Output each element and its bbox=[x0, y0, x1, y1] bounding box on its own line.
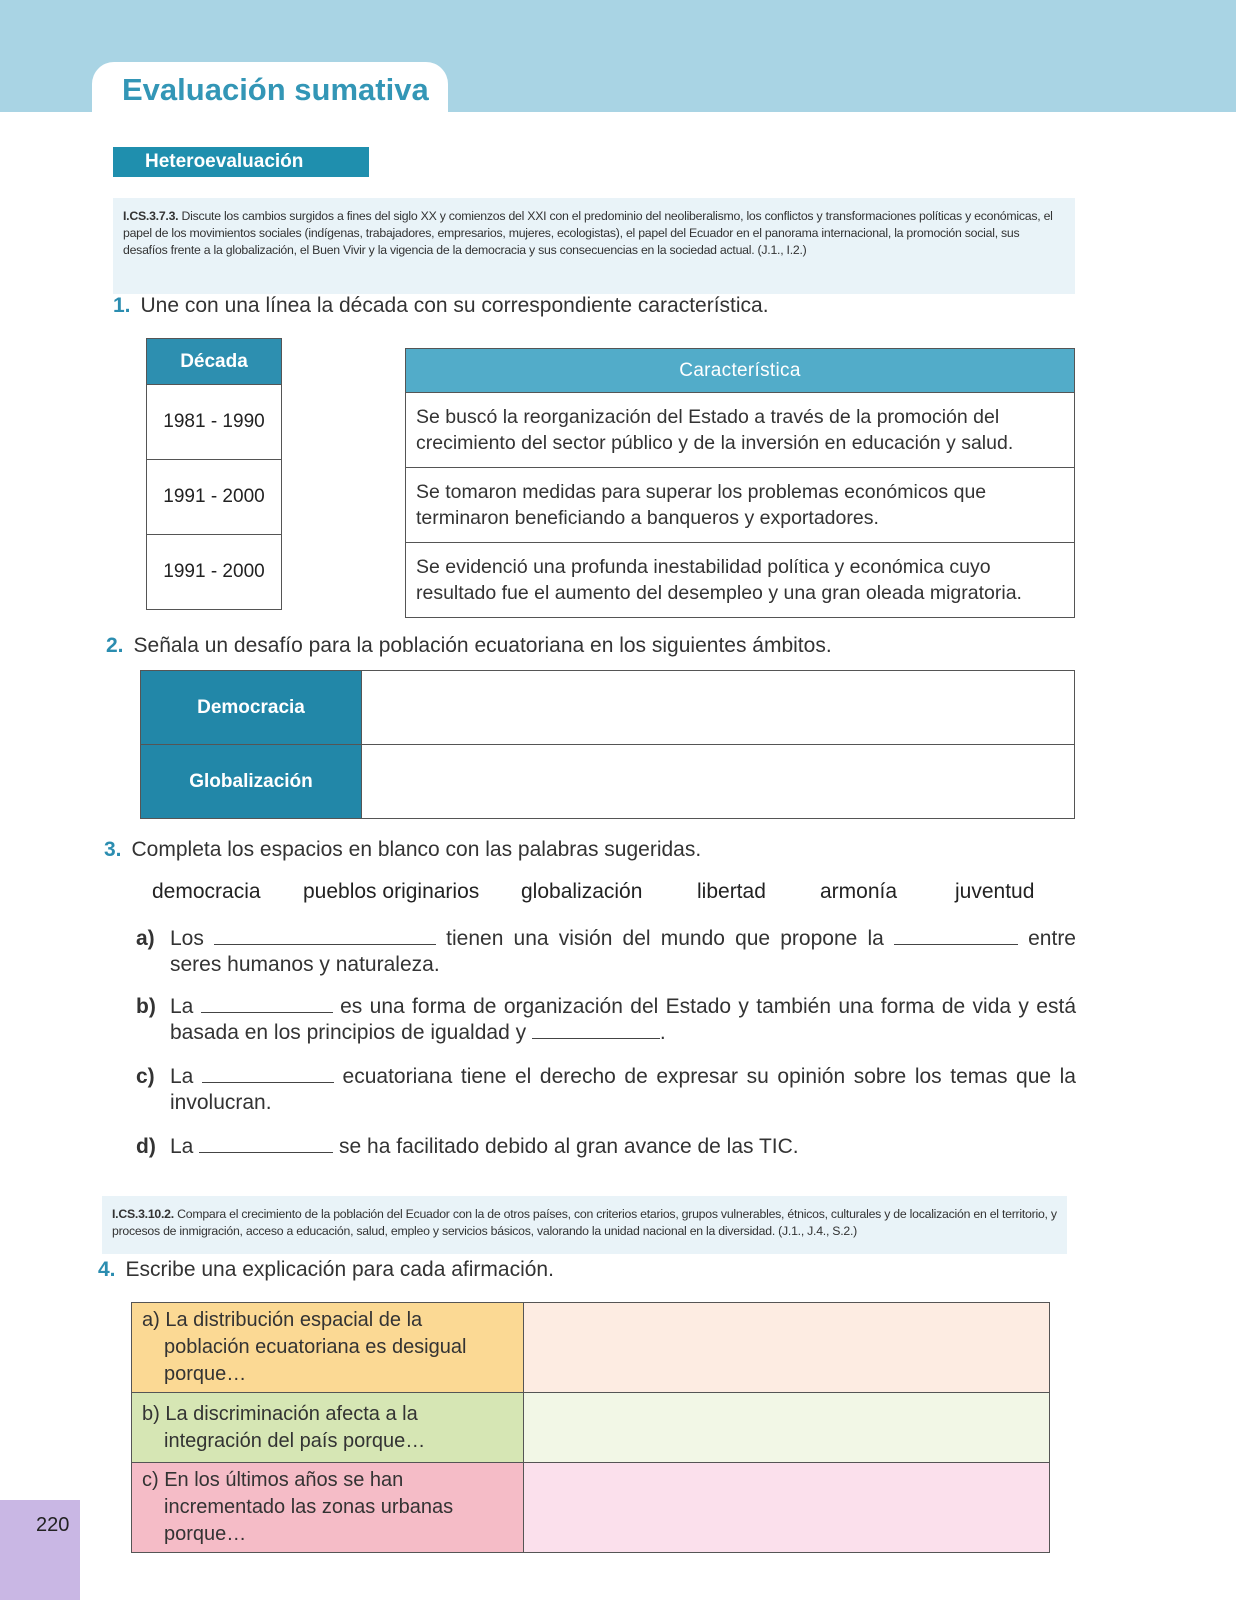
item-text: La bbox=[170, 995, 194, 1018]
blank-field[interactable] bbox=[214, 927, 436, 945]
question-verb: Señala bbox=[133, 634, 199, 657]
word-bank-item: globalización bbox=[521, 880, 643, 903]
item-label: b) bbox=[136, 995, 156, 1018]
question-verb: Escribe bbox=[125, 1258, 196, 1281]
section-label: Heteroevaluación bbox=[113, 147, 369, 177]
item-text: . bbox=[659, 1021, 666, 1044]
fill-item-a bbox=[136, 926, 1076, 978]
question-text: una explicación para cada afirmación. bbox=[195, 1258, 554, 1281]
blank-field[interactable] bbox=[894, 927, 1018, 945]
answer-cell[interactable] bbox=[524, 1393, 1050, 1463]
item-text: tienen una visión del mundo que propone la bbox=[446, 927, 884, 950]
item-label: a) bbox=[136, 927, 155, 950]
item-text: se ha facilitado debido al gran avance de las TIC. bbox=[339, 1135, 799, 1158]
question-1 bbox=[113, 294, 769, 318]
item-text: Los bbox=[170, 927, 204, 950]
statement-cell: b) La discriminación afecta a la integración del país porque… bbox=[132, 1393, 524, 1463]
question-number: 4. bbox=[98, 1258, 116, 1281]
question-verb: Completa bbox=[131, 838, 222, 861]
caracteristica-cell: Se evidenció una profunda inestabilidad política y económica cuyo resultado fue el aumento del desempleo y una gran oleada migratoria. bbox=[406, 543, 1075, 618]
criterion-text: Compara el crecimiento de la población del Ecuador con la de otros países, con criterios etarios, grupos vulnerables, étnicos, culturales y de localización en el territorio, y procesos de inmigración, acceso a educación, salud, empleo y servicios básicos, valorando la unidad nacional en la diversidad. (J.1., J.4., S.2.) bbox=[112, 1207, 1057, 1238]
question-3 bbox=[104, 838, 701, 862]
caracteristica-header: Característica bbox=[406, 349, 1075, 393]
blank-field[interactable] bbox=[202, 1065, 334, 1083]
answer-cell[interactable] bbox=[524, 1463, 1050, 1553]
word-bank-item: democracia bbox=[152, 880, 261, 903]
item-text: La bbox=[170, 1065, 194, 1088]
decada-table bbox=[146, 338, 282, 610]
item-label: c) bbox=[136, 1065, 155, 1088]
question-number: 2. bbox=[106, 634, 124, 657]
criterion-box bbox=[102, 1196, 1067, 1254]
ambito-label: Globalización bbox=[141, 745, 362, 819]
question-verb: Une bbox=[140, 294, 180, 317]
statement-cell: a) La distribución espacial de la población ecuatoriana es desigual porque… bbox=[132, 1303, 524, 1393]
word-bank-item: armonía bbox=[820, 880, 898, 903]
item-text: entre seres humanos y naturaleza. bbox=[170, 927, 1076, 976]
question-text: con una línea la década con su correspondiente característica. bbox=[179, 294, 769, 317]
word-bank-item: libertad bbox=[697, 880, 766, 903]
question-text: un desafío para la población ecuatoriana en los siguientes ámbitos. bbox=[198, 634, 832, 657]
statement-cell: c) En los últimos años se han incrementado las zonas urbanas porque… bbox=[132, 1463, 524, 1553]
criterion-code: I.CS.3.7.3. bbox=[123, 209, 179, 223]
decada-cell: 1991 - 2000 bbox=[147, 535, 282, 610]
fill-item-b bbox=[136, 994, 1076, 1046]
question-text: los espacios en blanco con las palabras sugeridas. bbox=[221, 838, 702, 861]
question-2 bbox=[106, 634, 832, 658]
item-text: es una forma de organización del Estado y también una forma de vida y está basada en los principios de igualdad y bbox=[170, 995, 1076, 1044]
question-4 bbox=[98, 1258, 554, 1282]
item-label: d) bbox=[136, 1135, 156, 1158]
caracteristica-cell: Se buscó la reorganización del Estado a través de la promoción del crecimiento del sector público y de la inversión en educación y salud. bbox=[406, 393, 1075, 468]
blank-field[interactable] bbox=[199, 1135, 333, 1153]
fill-item-d bbox=[136, 1134, 1076, 1160]
word-bank-item: juventud bbox=[955, 880, 1035, 903]
item-text: La bbox=[170, 1135, 194, 1158]
word-bank-item: pueblos originarios bbox=[303, 880, 480, 903]
explanation-table bbox=[131, 1302, 1050, 1553]
decada-header: Década bbox=[147, 339, 282, 385]
criterion-box bbox=[113, 198, 1075, 294]
answer-cell[interactable] bbox=[362, 745, 1075, 819]
page-title: Evaluación sumativa bbox=[122, 72, 429, 107]
criterion-code: I.CS.3.10.2. bbox=[112, 1207, 174, 1221]
blank-field[interactable] bbox=[201, 995, 333, 1013]
criterion-text: Discute los cambios surgidos a fines del siglo XX y comienzos del XXI con el predominio del neoliberalismo, los conflictos y transformaciones políticas y económicas, el papel de los movimientos sociales (indígenas, trabajadores, empresarios, mujeres, ecologistas), el papel del Ecuador en el panorama internacional, la promoción social, sus desafíos frente a la globalización, el Buen Vivir y la vigencia de la democracia y sus consecuencias en la sociedad actual. (J.1., I.2.) bbox=[123, 209, 1053, 257]
page-number: 220 bbox=[36, 1514, 70, 1536]
caracteristica-cell: Se tomaron medidas para superar los problemas económicos que terminaron beneficiando a banqueros y exportadores. bbox=[406, 468, 1075, 543]
answer-cell[interactable] bbox=[362, 671, 1075, 745]
decada-cell: 1991 - 2000 bbox=[147, 460, 282, 535]
question-number: 1. bbox=[113, 294, 131, 317]
ambito-label: Democracia bbox=[141, 671, 362, 745]
decada-cell: 1981 - 1990 bbox=[147, 385, 282, 460]
answer-cell[interactable] bbox=[524, 1303, 1050, 1393]
item-text: ecuatoriana tiene el derecho de expresar su opinión sobre los temas que la involucran. bbox=[170, 1065, 1076, 1114]
fill-item-c bbox=[136, 1064, 1076, 1116]
blank-field[interactable] bbox=[532, 1021, 660, 1039]
ambitos-table bbox=[140, 670, 1075, 819]
question-number: 3. bbox=[104, 838, 122, 861]
caracteristica-table bbox=[405, 348, 1075, 618]
